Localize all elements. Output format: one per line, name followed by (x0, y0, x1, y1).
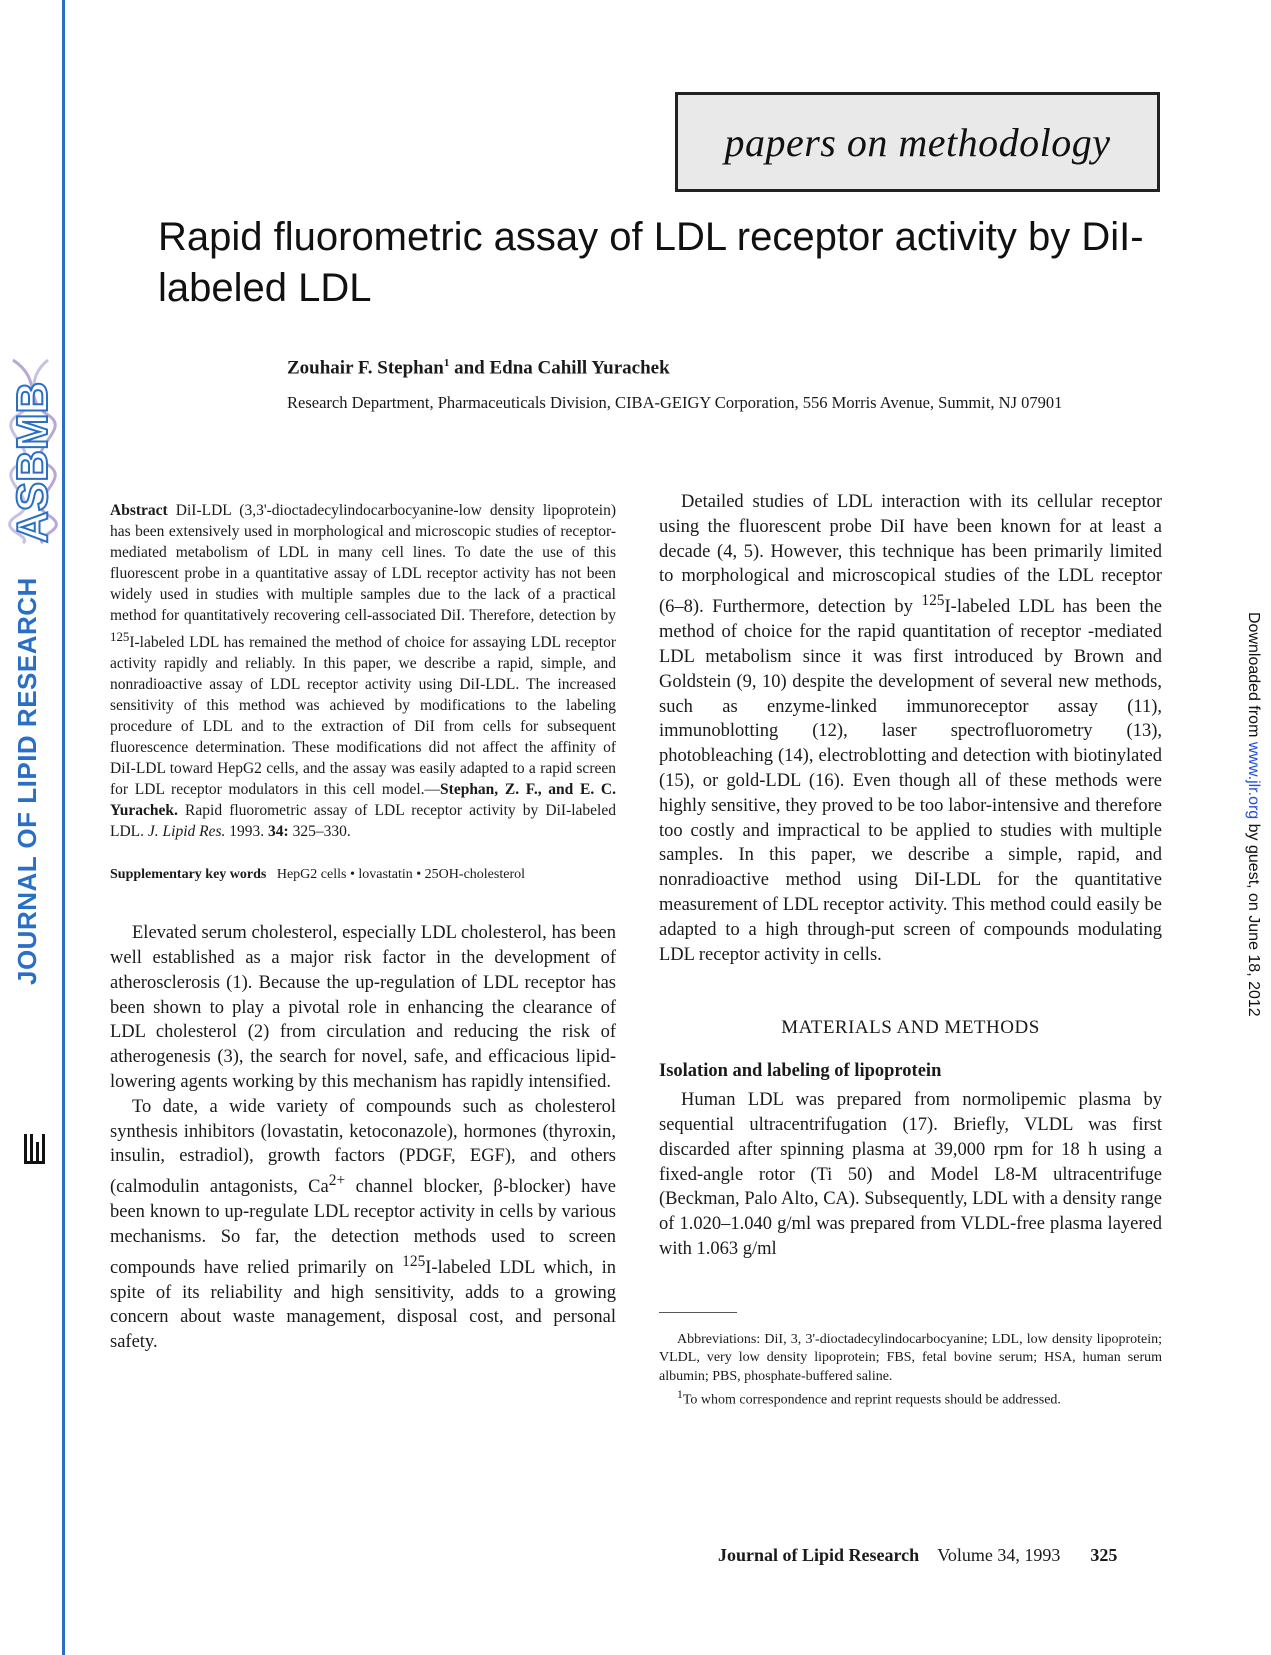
author-footnote-marker: 1 (443, 357, 450, 369)
intro-text (110, 921, 616, 1355)
methods-paragraph-1: Human LDL was prepared from normolipemic plasma by sequential ultracentrifugation (17). Briefly, VLDL was first discarded after spinning plasma at 39,000 rpm for 18 h using a fixed-angle rotor (Ti 50) and Model L8-M ultracentrifuge (Beckman, Palo Alto, CA). Subsequently, LDL with a density range of 1.020–1.040 g/ml was prepared from VLDL-free plasma layered with 1.063 g/ml (659, 1090, 1162, 1260)
footer-volume: Volume 34, 1993 (937, 1545, 1061, 1565)
footer-journal: Journal of Lipid Research (718, 1545, 920, 1565)
right-column (659, 490, 1162, 1411)
download-prefix: Downloaded from (1245, 612, 1262, 742)
footnote-marker: 1 (677, 1388, 683, 1402)
keywords-label: Supplementary key words (110, 867, 267, 883)
abstract-text-b: I-labeled LDL has remained the method of choice for assaying LDL receptor activity rapidly and reliably. In this paper, we describe a rapid, simple, and nonradioactive assay of LDL receptor activity using DiI-LDL. The increased sensitivity of this method was achieved by modifications to the labeling procedure of LDL and to the extraction of DiI from cells for subsequent fluorescence determination. These modifications did not affect the affinity of DiI-LDL toward HepG2 cells, and the assay was easily adapted to a rapid screen for LDL receptor modulators in this cell model.— (110, 634, 616, 799)
page-footer (718, 1545, 1117, 1566)
author-2: and Edna Cahill Yurachek (449, 357, 670, 379)
jlr-mark-icon (16, 1130, 54, 1168)
section-label: papers on methodology (724, 119, 1111, 165)
affiliation: Research Department, Pharmaceuticals Division, CIBA-GEIGY Corporation, 556 Morris Avenue, Summit, NJ 07901 (287, 393, 1063, 412)
article-title: Rapid fluorometric assay of LDL receptor activity by DiI-labeled LDL (158, 215, 1144, 310)
abstract-label: Abstract (110, 502, 168, 519)
right-p1-a: Detailed studies of LDL interaction with its cellular receptor using the fluorescent probe DiI have been known for at least a decade (4, 5). However, this technique has been primarily limited to morphological and microscopical studies of the LDL receptor (6–8). Furthermore, detection by (659, 492, 1162, 618)
keywords-items: HepG2 cells • lovastatin • 25OH-cholesterol (276, 867, 525, 883)
download-link[interactable]: www.jlr.org (1245, 741, 1262, 820)
footnote-abbreviations: Abbreviations: DiI, 3, 3'-dioctadecylindocarbocyanine; LDL, low density lipoprotein; VLDL, very low density lipoprotein; FBS, fetal bovine serum; HSA, human serum albumin; PBS, phosphate-buffered saline. (659, 1331, 1162, 1384)
citation-pages: 325–330. (288, 823, 351, 841)
citation-year: 1993. (225, 823, 269, 841)
author-line (287, 357, 670, 379)
footnote-corr-text: To whom correspondence and reprint requests should be addressed. (682, 1393, 1061, 1409)
journal-name-vertical: JOURNAL OF LIPID RESEARCH (12, 577, 42, 985)
citation-volume: 34: (268, 823, 289, 841)
download-suffix: by guest, on June 18, 2012 (1245, 819, 1262, 1017)
author-1: Zouhair F. Stephan (287, 357, 444, 379)
footnote-rule (659, 1312, 737, 1313)
citation-journal: J. Lipid Res. (147, 823, 226, 841)
asbmb-logo-text: ASBMB (8, 381, 57, 543)
download-note (1244, 612, 1262, 1017)
intro-p2-b: channel blocker, β-blocker) have been known to up-regulate LDL receptor activity in cells by various mechanisms. So far, the detection methods used to screen compounds have relied primarily on (110, 1177, 616, 1278)
intro-p2-a: To date, a wide variety of compounds such as cholesterol synthesis inhibitors (lovastatin, ketoconazole), hormones (thyroxin, insulin, estradiol), growth factors (PDGF, EGF), and others (calmodulin antagonists, Ca (110, 1096, 616, 1198)
abstract-text-a: DiI-LDL (3,3'-dioctadecylindocarbocyanine-low density lipoprotein) has been extensively used in morphological and microscopic studies of receptor-mediated metabolism of LDL in many cell lines. To date the use of this fluorescent probe in a quantitative assay of LDL receptor activity has not been widely used in studies with multiple samples due to the lack of a practical method for quantitatively recovering cell-associated DiI. Therefore, detection by (110, 502, 616, 624)
intro-paragraph-2 (110, 1095, 616, 1355)
intro-paragraph-1: Elevated serum cholesterol, especially LDL cholesterol, has been well established as a major risk factor in the development of atherosclerosis (1). Because the up-regulation of LDL receptor has been shown to play a pivotal role in enhancing the clearance of LDL cholesterol (2) from circulation and reducing the risk of atherogenesis (3), the search for novel, safe, and efficacious lipid-lowering agents working by this mechanism has rapidly intensified. (110, 923, 616, 1092)
left-column (110, 500, 616, 1355)
footnote-correspondence (659, 1386, 1162, 1410)
abstract-sup: 125 (110, 629, 130, 644)
asbmb-logo (3, 355, 65, 545)
section-heading: MATERIALS AND METHODS (781, 1017, 1040, 1039)
right-p1-b: I-labeled LDL has been the method of choice for the rapid quantitation of receptor -mediated LDL metabolism since it was first introduced by Brown and Goldstein (9, 10) despite the development of several new methods, such as enzyme-linked immunoreceptor assay (11), immunoblotting (12), laser spectrofluorometry (13), photobleaching (14), electroblotting and detection with biotinylated (15), or gold-LDL (16). Even though all of these methods were highly sensitive, they proved to be too labor-intensive and therefore too costly and impractical to be applied to studies with multiple samples. In this paper, we describe a simple, rapid, and nonradioactive method using DiI-LDL for the quantitative measurement of LDL receptor activity. This method could easily be adapted to a high through-put screen of compounds modulating LDL receptor activity in cells. (659, 597, 1162, 965)
intro-p2-sup: 2+ (328, 1172, 346, 1190)
page-number: 325 (1090, 1545, 1118, 1565)
keywords (110, 867, 616, 883)
subsection-heading: Isolation and labeling of lipoprotein (659, 1061, 942, 1082)
citation-authors: Stephan, Z. F., and E. C. Yurachek. (110, 781, 616, 820)
intro-p2-sup2: 125 (402, 1252, 426, 1270)
intro-p2-c: I-labeled LDL which, in spite of its reliability and high sensitivity, adds to a growing concern about waste management, disposal cost, and personal safety. (110, 1257, 616, 1353)
section-label-box (675, 92, 1160, 192)
right-p1-sup: 125 (921, 592, 945, 610)
right-paragraph-1 (659, 490, 1162, 967)
abstract (110, 500, 616, 842)
citation-text: Rapid fluorometric assay of LDL receptor activity by DiI-labeled LDL. (110, 802, 616, 841)
left-margin-rule (62, 0, 65, 1655)
